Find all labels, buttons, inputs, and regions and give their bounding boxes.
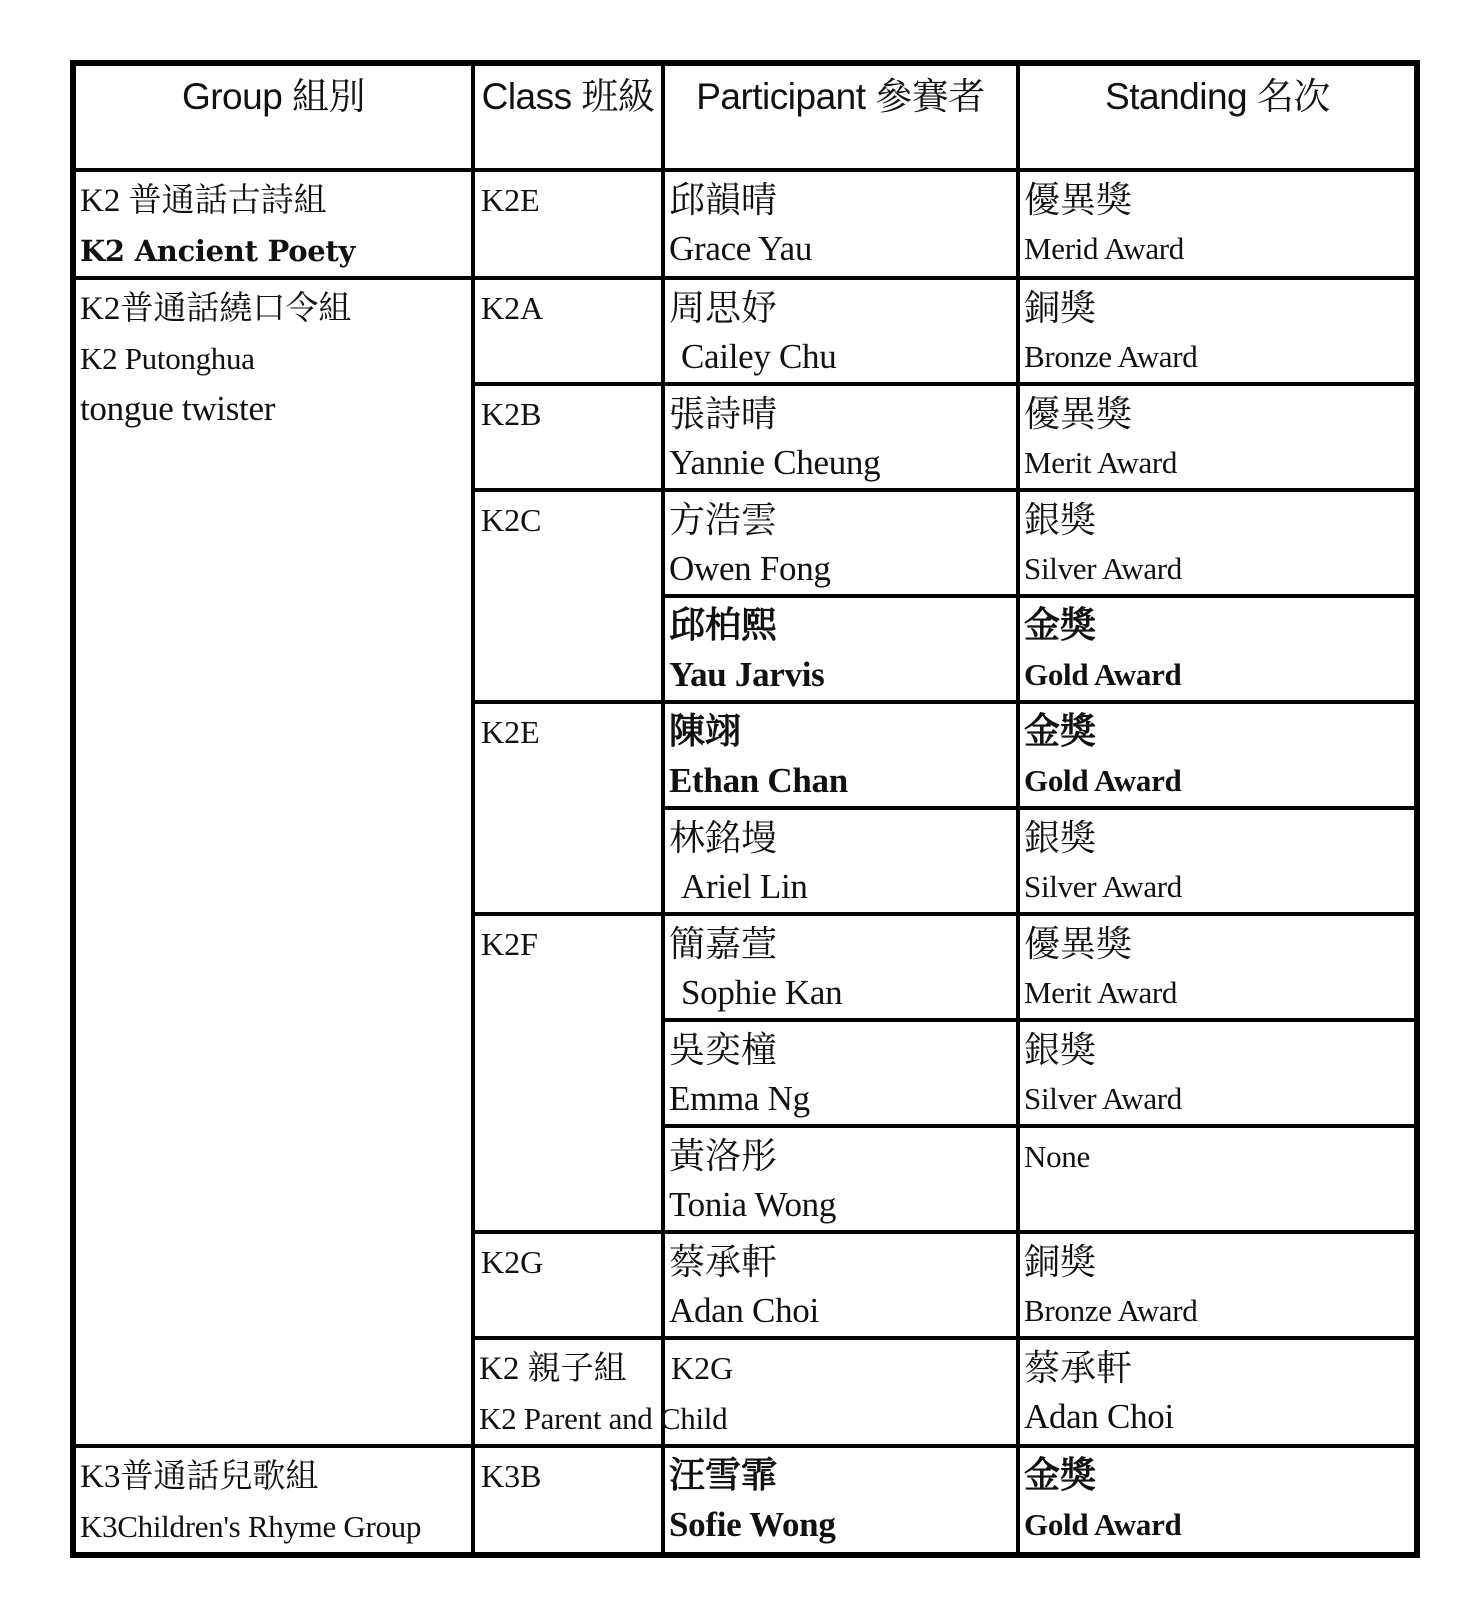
participant-name-zh: 陳翊 bbox=[669, 711, 742, 752]
participant-name-zh: 簡嘉萱 bbox=[669, 924, 778, 964]
class-code: K2G bbox=[481, 1244, 544, 1280]
class-cell bbox=[473, 384, 663, 490]
award-zh: 金獎 bbox=[1024, 605, 1097, 646]
participant-name-en: Sophie Kan bbox=[681, 973, 843, 1012]
participant-cell bbox=[663, 596, 1018, 702]
group-name-en-line2: tongue twister bbox=[80, 389, 276, 428]
award-zh: 優異獎 bbox=[1024, 394, 1133, 434]
class-code: K2B bbox=[481, 396, 542, 432]
participant-name-en: Cailey Chu bbox=[681, 337, 837, 376]
participant-name-zh: 吳奕橦 bbox=[669, 1030, 778, 1070]
participant-name-zh: 蔡承軒 bbox=[1024, 1348, 1133, 1388]
participant-cell bbox=[663, 1446, 1018, 1555]
award-en: Bronze Award bbox=[1024, 1293, 1198, 1328]
table-row bbox=[73, 170, 1417, 278]
participant-name-zh: 張詩晴 bbox=[669, 394, 778, 434]
participant-cell bbox=[663, 490, 1018, 596]
table-row bbox=[73, 1446, 1417, 1555]
participant-name-zh: 汪雪霏 bbox=[669, 1455, 778, 1496]
participant-name-en: Sofie Wong bbox=[669, 1505, 836, 1544]
standing-cell bbox=[1018, 1126, 1417, 1232]
award-zh: 金獎 bbox=[1024, 711, 1097, 752]
group-name-zh: K2普通話繞口令組 bbox=[80, 291, 352, 327]
standing-cell bbox=[1018, 596, 1417, 702]
standing-cell bbox=[1018, 808, 1417, 914]
award-en: Merit Award bbox=[1024, 445, 1178, 480]
standing-cell bbox=[1018, 1232, 1417, 1338]
award-en: Merid Award bbox=[1024, 231, 1185, 266]
header-class: Class 班級 bbox=[473, 63, 663, 170]
standing-cell bbox=[1018, 1446, 1417, 1555]
group-name-zh: K2 親子組 bbox=[479, 1351, 627, 1387]
award-en: Bronze Award bbox=[1024, 339, 1198, 374]
participant-cell bbox=[663, 702, 1018, 808]
participant-name-en: Ethan Chan bbox=[669, 761, 848, 800]
participant-name-en: Adan Choi bbox=[1024, 1397, 1174, 1436]
group-cell bbox=[73, 170, 473, 278]
participant-cell bbox=[1018, 1338, 1417, 1446]
standing-cell bbox=[1018, 914, 1417, 1020]
header-row bbox=[73, 63, 1417, 170]
class-code: K2G bbox=[671, 1350, 734, 1386]
standing-cell bbox=[1018, 278, 1417, 384]
class-cell bbox=[473, 914, 663, 1232]
participant-name-en: Ariel Lin bbox=[681, 867, 808, 906]
participant-cell bbox=[663, 1232, 1018, 1338]
participant-cell bbox=[663, 808, 1018, 914]
award-en: Gold Award bbox=[1024, 657, 1182, 692]
standing-cell bbox=[1018, 490, 1417, 596]
award-en: Gold Award bbox=[1024, 1507, 1182, 1542]
participant-name-zh: 林銘墁 bbox=[669, 818, 778, 858]
class-cell bbox=[473, 278, 663, 384]
class-code: K2E bbox=[481, 182, 540, 218]
award-en: Silver Award bbox=[1024, 1081, 1182, 1116]
award-zh: 優異獎 bbox=[1024, 180, 1133, 220]
group-name-zh: K2 普通話古詩組 bbox=[80, 183, 327, 219]
award-zh: 銀獎 bbox=[1024, 1030, 1097, 1070]
participant-cell bbox=[663, 278, 1018, 384]
class-cell bbox=[473, 1232, 663, 1338]
award-en: Silver Award bbox=[1024, 551, 1182, 586]
standing-cell bbox=[1018, 1020, 1417, 1126]
group-cell bbox=[73, 1446, 473, 1555]
class-code: K3B bbox=[481, 1458, 542, 1494]
class-code: K2A bbox=[481, 290, 544, 326]
class-cell bbox=[473, 490, 663, 702]
class-cell bbox=[473, 1446, 663, 1555]
award-zh: 銀獎 bbox=[1024, 500, 1097, 540]
participant-name-en: Tonia Wong bbox=[669, 1185, 837, 1224]
group-name-en: K2 Parent and Child bbox=[479, 1401, 728, 1436]
class-code: K2C bbox=[481, 502, 542, 538]
group-name-zh: K3普通話兒歌組 bbox=[80, 1459, 319, 1495]
participant-cell bbox=[663, 170, 1018, 278]
award-zh: 優異獎 bbox=[1024, 924, 1133, 964]
header-group: Group 組別 bbox=[73, 63, 473, 170]
participant-name-zh: 周思妤 bbox=[669, 288, 778, 328]
participant-cell bbox=[663, 1020, 1018, 1126]
group-name-en: K2 Ancient Poety bbox=[80, 234, 356, 268]
award-en: Silver Award bbox=[1024, 869, 1182, 904]
award-zh: 銅獎 bbox=[1024, 1242, 1097, 1282]
standing-cell bbox=[1018, 170, 1417, 278]
class-code: K2E bbox=[481, 714, 540, 750]
group-name-en: K3Children's Rhyme Group bbox=[80, 1509, 422, 1544]
standing-cell bbox=[1018, 384, 1417, 490]
participant-name-zh: 蔡承軒 bbox=[669, 1242, 778, 1282]
participant-name-en: Adan Choi bbox=[669, 1291, 819, 1330]
participant-name-en: Owen Fong bbox=[669, 549, 831, 588]
header-standing: Standing 名次 bbox=[1018, 63, 1417, 170]
award-en: Gold Award bbox=[1024, 763, 1182, 798]
header-participant: Participant 參賽者 bbox=[663, 63, 1018, 170]
participant-name-en: Yannie Cheung bbox=[669, 443, 881, 482]
participant-cell bbox=[663, 384, 1018, 490]
award-en: None bbox=[1024, 1139, 1090, 1174]
participant-cell bbox=[663, 914, 1018, 1020]
award-zh: 銅獎 bbox=[1024, 288, 1097, 328]
participant-name-en: Grace Yau bbox=[669, 229, 813, 268]
award-zh: 銀獎 bbox=[1024, 818, 1097, 858]
award-zh: 金獎 bbox=[1024, 1455, 1097, 1496]
table-row bbox=[73, 278, 1417, 384]
award-en: Merit Award bbox=[1024, 975, 1178, 1010]
group-cell bbox=[73, 278, 473, 1446]
participant-name-zh: 邱韻晴 bbox=[669, 180, 778, 220]
participant-name-zh: 邱柏熙 bbox=[669, 605, 778, 646]
awards-table bbox=[70, 60, 1420, 1558]
standing-cell bbox=[1018, 702, 1417, 808]
class-cell bbox=[473, 170, 663, 278]
participant-name-en: Emma Ng bbox=[669, 1079, 810, 1118]
participant-cell bbox=[663, 1126, 1018, 1232]
participant-name-zh: 黃洛彤 bbox=[669, 1136, 778, 1176]
class-cell bbox=[473, 702, 663, 914]
class-code: K2F bbox=[481, 926, 538, 962]
participant-name-zh: 方浩雲 bbox=[669, 500, 778, 540]
group-name-en: K2 Putonghua bbox=[80, 341, 255, 376]
participant-name-en: Yau Jarvis bbox=[669, 655, 825, 694]
